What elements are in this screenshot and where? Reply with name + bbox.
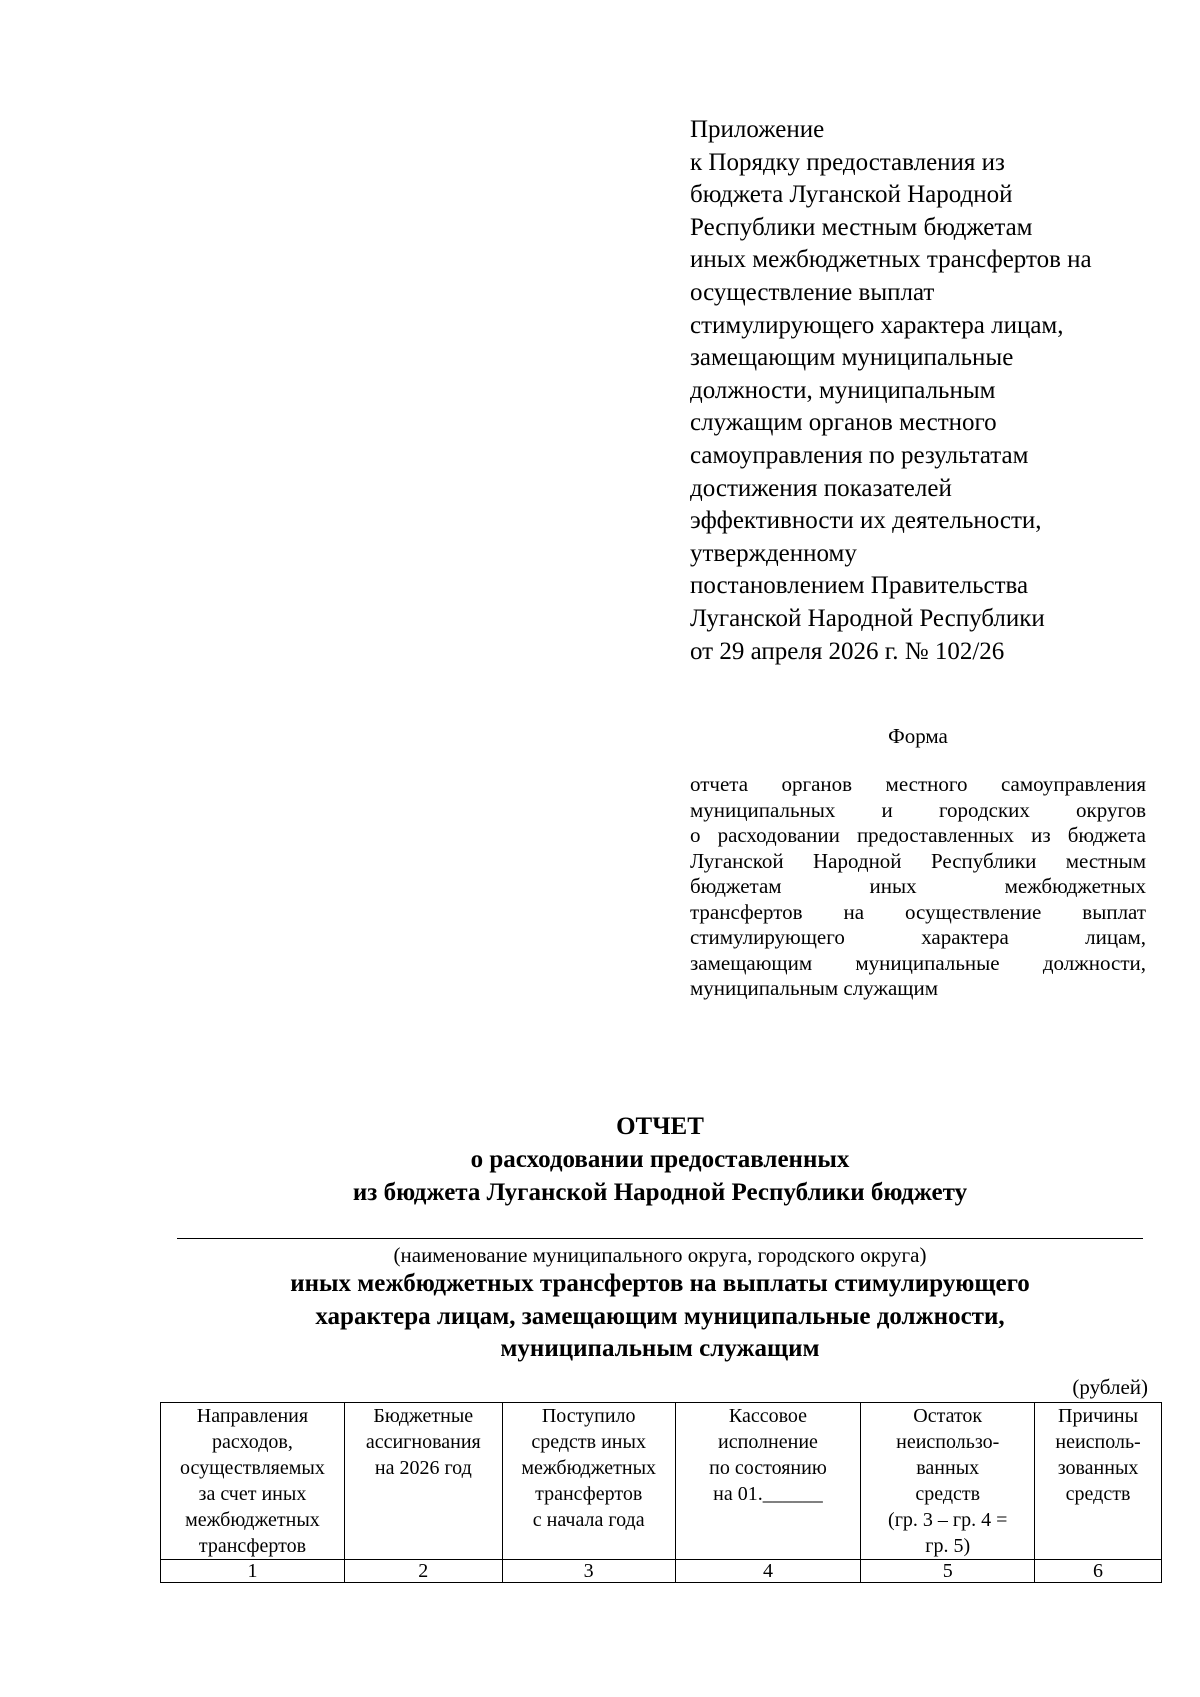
column-number: 2 — [344, 1560, 502, 1583]
appendix-line: эффективности их деятельности, — [690, 507, 1042, 535]
table-header-row — [161, 1403, 1162, 1560]
form-description — [690, 772, 1146, 1002]
form-description-line: стимулирующего характера лицам, — [690, 925, 1146, 949]
form-description-line: Луганской Народной Республики местным — [690, 848, 1146, 873]
appendix-line: от 29 апреля 2026 г. № 102/26 — [690, 637, 1005, 665]
appendix-line: достижения показателей — [690, 474, 952, 502]
report-subtitle-line: муниципальным служащим — [500, 1335, 820, 1362]
form-description-line: о расходовании предоставленных из бюджета — [690, 823, 1146, 847]
column-number: 4 — [675, 1560, 861, 1583]
form-description-line: бюджетам иных межбюджетных — [690, 874, 1146, 898]
column-number-row — [161, 1560, 1162, 1583]
appendix-line: постановлением Правительства — [690, 572, 1029, 600]
appendix-line: Приложение — [690, 116, 825, 143]
column-number: 3 — [502, 1560, 675, 1583]
header-cell-directions: Направления расходов, осуществляемых за счет иных межбюджетных трансфертов — [161, 1403, 345, 1560]
appendix-line: замещающим муниципальные — [690, 344, 1014, 372]
units-label: (рублей) — [1072, 1375, 1148, 1399]
column-number: 6 — [1035, 1560, 1162, 1583]
report-title-line: о расходовании предоставленных — [470, 1146, 850, 1173]
header-cell-appropriations: Бюджетные ассигнования на 2026 год — [344, 1403, 502, 1560]
appendix-line: Луганской Народной Республики — [690, 604, 1045, 632]
report-title-line: ОТЧЕТ — [616, 1113, 704, 1140]
header-cell-reasons: Причины неисполь- зованных средств — [1035, 1403, 1162, 1560]
form-description-line: замещающим муниципальные должности, — [690, 950, 1146, 975]
appendix-line: должности, муниципальным — [690, 376, 996, 404]
report-subtitle-line: характера лицам, замещающим муниципальные должности, — [315, 1302, 1005, 1330]
appendix-line: стимулирующего характера лицам, — [690, 311, 1064, 339]
report-subtitle-line: иных межбюджетных трансфертов на выплаты стимулирующего — [290, 1270, 1030, 1297]
blank-caption: (наименование муниципального округа, городского округа) — [393, 1243, 927, 1267]
appendix-line: Республики местным бюджетам — [690, 213, 1033, 241]
appendix-line: самоуправления по результатам — [690, 441, 1029, 469]
form-description-line: трансфертов на осуществление выплат — [690, 899, 1146, 924]
appendix-line: осуществление выплат — [690, 278, 935, 306]
appendix-block — [690, 114, 1170, 668]
appendix-line: служащим органов местного — [690, 409, 997, 437]
report-subtitle — [177, 1268, 1143, 1366]
appendix-line: к Порядку предоставления из — [690, 148, 1005, 176]
header-cell-cash-execution: Кассовое исполнение по состоянию на 01.______ — [675, 1403, 861, 1560]
appendix-line: утвержденному — [690, 539, 857, 567]
form-description-line: муниципальным служащим — [690, 976, 938, 1000]
report-title-line: из бюджета Луганской Народной Республики бюджету — [352, 1179, 968, 1206]
header-cell-balance: Остаток неиспользо- ванных средств (гр. 3 – гр. 4 = гр. 5) — [861, 1403, 1035, 1560]
form-description-line: отчета органов местного самоуправления — [690, 772, 1146, 796]
column-number: 5 — [861, 1560, 1035, 1583]
blank-underline — [177, 1238, 1143, 1239]
form-description-line: муниципальных и городских округов — [690, 797, 1146, 822]
report-table — [160, 1402, 1162, 1583]
appendix-line: иных межбюджетных трансфертов на — [690, 246, 1092, 274]
form-label: Форма — [888, 724, 948, 748]
header-cell-received: Поступило средств иных межбюджетных трансфертов с начала года — [502, 1403, 675, 1560]
appendix-line: бюджета Луганской Народной — [690, 181, 1013, 209]
column-number: 1 — [161, 1560, 345, 1583]
report-title — [0, 1110, 1200, 1209]
